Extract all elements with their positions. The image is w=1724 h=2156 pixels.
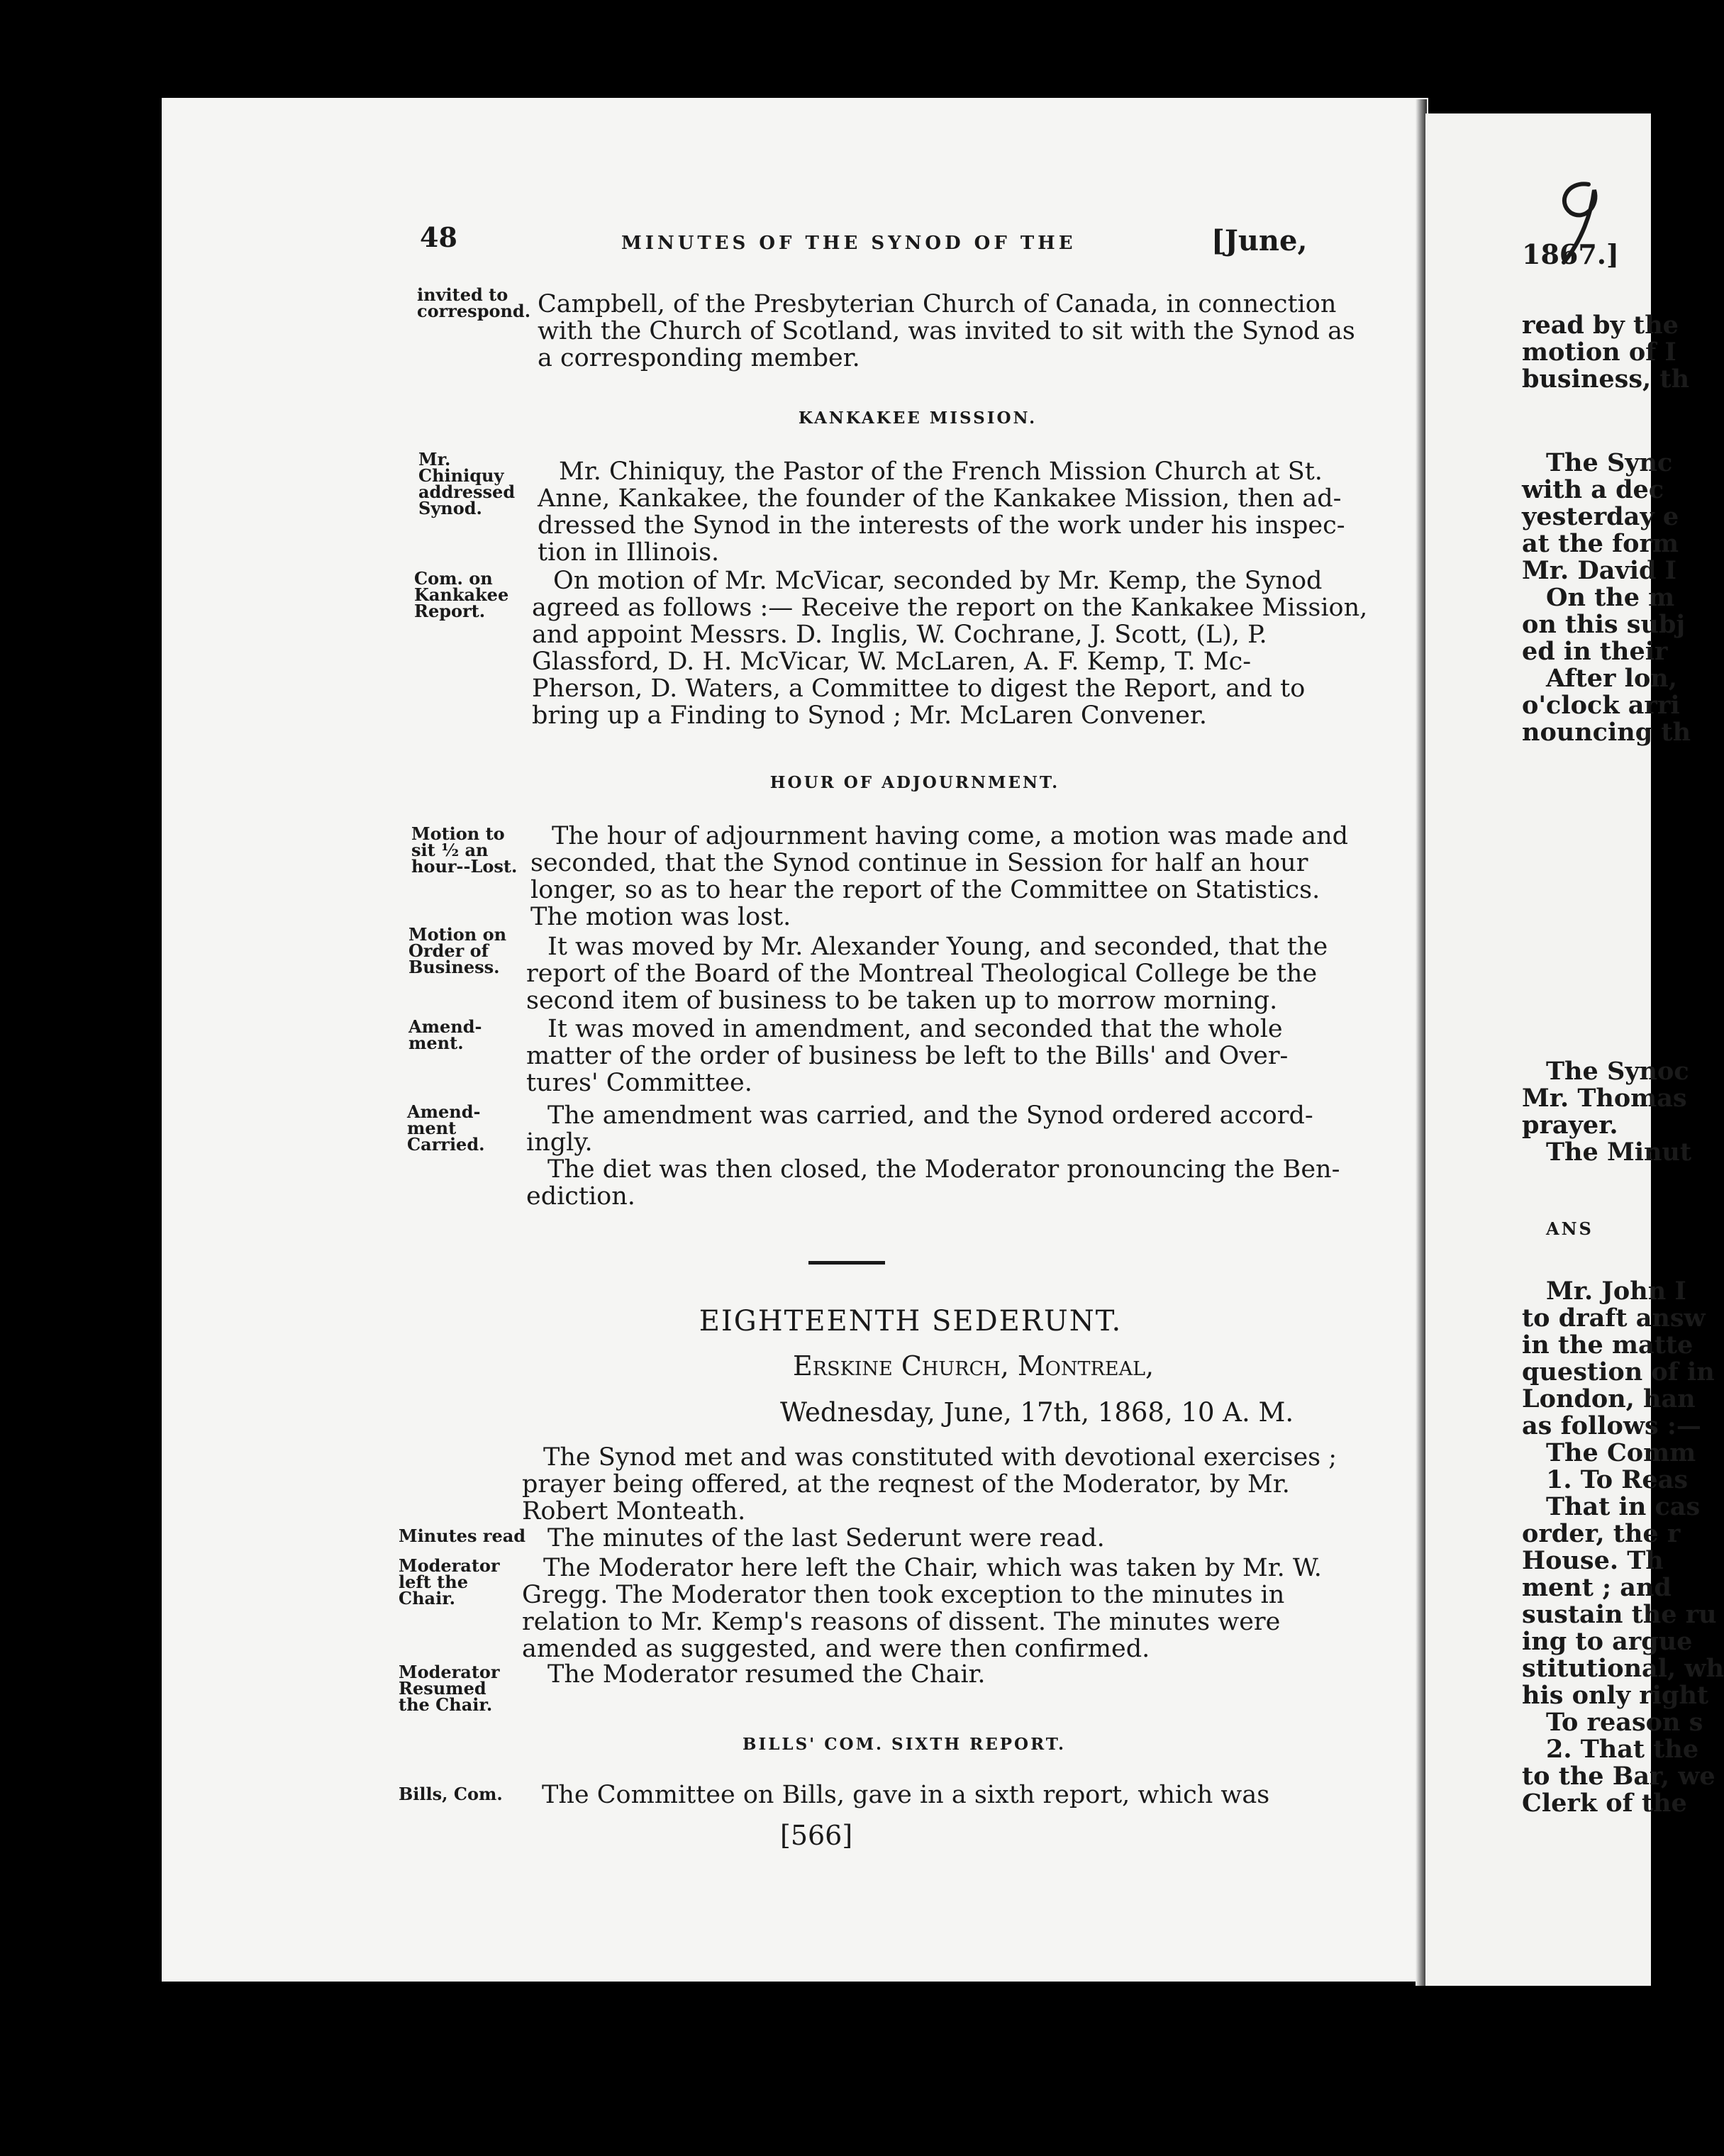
church-line: Erskine Church, Montreal,: [793, 1350, 1155, 1382]
right-page-text-line: After lon,: [1546, 664, 1677, 693]
header-date: [June,: [1211, 224, 1308, 257]
text-line: prayer being offered, at the reqnest of the Moderator, by Mr.: [522, 1470, 1290, 1499]
paragraph-invited: [538, 290, 1355, 372]
right-page-text-line: London, han: [1522, 1384, 1696, 1413]
text-line: second item of business to be taken up to morrow morning.: [526, 987, 1278, 1015]
right-page-text-line: Mr. John I: [1546, 1277, 1686, 1306]
right-page-text-line: to draft answ: [1522, 1304, 1706, 1333]
handwritten-page-mark: [1539, 170, 1624, 272]
text-line: The diet was then closed, the Moderator pronouncing the Ben-: [547, 1155, 1340, 1184]
right-page-text-line: sustain the ru: [1522, 1600, 1717, 1629]
text-line: Pherson, D. Waters, a Committee to digest the Report, and to: [532, 674, 1306, 703]
text-line: relation to Mr. Kemp's reasons of dissent. The minutes were: [522, 1608, 1281, 1636]
margin-note-moderator-resumed: Moderator Resumed the Chair.: [399, 1662, 500, 1715]
section-heading-kankakee: KANKAKEE MISSION.: [798, 409, 1038, 428]
right-page-text-line: 2. That the: [1546, 1735, 1699, 1764]
paragraph-bills-com: The Committee on Bills, gave in a sixth report, which was: [542, 1781, 1270, 1809]
right-page-text-line: yesterday e: [1522, 502, 1679, 531]
paragraph-moderator-resumed: The Moderator resumed the Chair.: [547, 1660, 986, 1689]
right-page-text-line: nouncing th: [1522, 718, 1691, 747]
right-page-text-line: business, th: [1522, 365, 1690, 394]
text-line: The motion was lost.: [530, 903, 791, 931]
right-page-text-line: o'clock arri: [1522, 691, 1680, 720]
right-page-text-line: with a dec: [1522, 475, 1664, 504]
paragraph-amendment-carried: [526, 1101, 1340, 1211]
text-line: The Moderator here left the Chair, which was taken by Mr. W.: [543, 1554, 1322, 1582]
margin-note-motion-sit: Motion to sit ½ an hour--Lost.: [411, 823, 518, 877]
text-line: Gregg. The Moderator then took exception to the minutes in: [522, 1581, 1285, 1609]
paragraph-synod-met: [522, 1443, 1338, 1526]
text-line: amended as suggested, and were then confirmed.: [522, 1635, 1150, 1663]
text-line: It was moved in amendment, and seconded that the whole: [547, 1015, 1283, 1043]
section-divider-rule: [808, 1261, 885, 1265]
paragraph-moderator-left: [522, 1554, 1322, 1663]
paragraph-kankakee-report: [532, 567, 1368, 730]
right-page-text-line: read by the: [1522, 311, 1679, 340]
right-page-text-line: in the matte: [1522, 1330, 1694, 1360]
right-page-text-line: The Synoc: [1546, 1057, 1689, 1086]
text-line: a corresponding member.: [538, 344, 860, 372]
right-page-text-line: at the form: [1522, 529, 1679, 558]
text-line: The amendment was carried, and the Synod ordered accord-: [547, 1101, 1313, 1130]
page-number: 48: [420, 221, 457, 253]
running-title: MINUTES OF THE SYNOD OF THE: [621, 233, 1077, 254]
paragraph-motion-order: [526, 933, 1328, 1015]
text-line: The Synod met and was constituted with devotional exercises ;: [543, 1443, 1338, 1472]
right-page-text-line: The Minut: [1546, 1138, 1692, 1167]
section-heading-bills: BILLS' COM. SIXTH REPORT.: [743, 1735, 1066, 1754]
paragraph-minutes-read: The minutes of the last Sederunt were read.: [547, 1524, 1105, 1552]
footer-page-number: [566]: [780, 1820, 853, 1851]
section-heading-adjournment: HOUR OF ADJOURNMENT.: [769, 773, 1060, 792]
text-line: ingly.: [526, 1128, 593, 1157]
margin-note-chiniquy: Mr. Chiniquy addressed Synod.: [418, 449, 516, 518]
right-page-text-line: 1. To Reas: [1546, 1465, 1689, 1494]
right-page-text-line: That in cas: [1546, 1492, 1701, 1521]
right-page-text-line: The Sync: [1546, 448, 1673, 477]
right-page-text-line: to the Bar, we: [1522, 1762, 1715, 1791]
paragraph-motion-sit: [530, 822, 1349, 931]
right-page-text-line: ing to argue: [1522, 1627, 1693, 1656]
right-page-text-line: Mr. Thomas: [1522, 1084, 1687, 1113]
right-page-text-line: on this subj: [1522, 610, 1686, 639]
right-page-text-line: On the m: [1546, 583, 1675, 612]
right-page-text-line: The Comm: [1546, 1438, 1696, 1467]
right-page-text-line: order, the r: [1522, 1519, 1681, 1548]
right-page-text-line: ed in their: [1522, 637, 1668, 666]
right-page-text-line: To reason s: [1546, 1708, 1703, 1737]
right-page-text-line: prayer.: [1522, 1111, 1618, 1140]
right-page-header: 1867.]: [1522, 238, 1619, 270]
text-line: Anne, Kankakee, the founder of the Kankakee Mission, then ad-: [538, 484, 1342, 513]
right-page-text-line: House. Th: [1522, 1546, 1664, 1575]
text-line: matter of the order of business be left to the Bills' and Over-: [526, 1042, 1289, 1070]
right-page-text-line: ment ; and: [1522, 1573, 1672, 1602]
right-page-text-line: stitutional, wh: [1522, 1654, 1724, 1683]
text-line: It was moved by Mr. Alexander Young, and seconded, that the: [547, 933, 1328, 961]
right-page-text-line: as follows :—: [1522, 1411, 1701, 1440]
text-line: ediction.: [526, 1182, 635, 1211]
text-line: Robert Monteath.: [522, 1497, 746, 1526]
date-line: Wednesday, June, 17th, 1868, 10 A. M.: [780, 1397, 1294, 1428]
text-line: On motion of Mr. McVicar, seconded by Mr. Kemp, the Synod: [553, 567, 1323, 595]
text-line: The hour of adjournment having come, a motion was made and: [552, 822, 1349, 850]
right-page-text-line: Clerk of the: [1522, 1789, 1687, 1818]
right-page-text-block: [1522, 311, 1724, 1818]
text-line: Campbell, of the Presbyterian Church of Canada, in connection: [538, 290, 1337, 318]
margin-note-amendment-carried: Amend- ment Carried.: [407, 1101, 485, 1155]
text-line: Mr. Chiniquy, the Pastor of the French Mission Church at St.: [559, 457, 1323, 486]
margin-note-motion-order: Motion on Order of Business.: [408, 924, 507, 977]
text-line: with the Church of Scotland, was invited to sit with the Synod as: [538, 317, 1355, 345]
margin-note-bills-com: Bills, Com.: [399, 1784, 503, 1804]
right-page-text-line: ANS: [1546, 1218, 1594, 1239]
right-page-text-line: question of in: [1522, 1357, 1715, 1387]
right-page-text-line: Mr. David I: [1522, 556, 1677, 585]
margin-note-moderator-left: Moderator left the Chair.: [399, 1555, 500, 1608]
text-line: Glassford, D. H. McVicar, W. McLaren, A. F. Kemp, T. Mc-: [532, 648, 1252, 676]
paragraph-chiniquy: [538, 457, 1345, 567]
text-line: agreed as follows :— Receive the report on the Kankakee Mission,: [532, 594, 1368, 622]
margin-note-kankakee-report: Com. on Kankakee Report.: [414, 568, 509, 621]
margin-note-amendment: Amend- ment.: [408, 1016, 482, 1053]
text-line: tures' Committee.: [526, 1069, 752, 1097]
margin-note-invited: invited to correspond.: [417, 284, 531, 321]
text-line: and appoint Messrs. D. Inglis, W. Cochrane, J. Scott, (L), P.: [532, 621, 1267, 649]
text-line: report of the Board of the Montreal Theological College be the: [526, 960, 1318, 988]
text-line: longer, so as to hear the report of the Committee on Statistics.: [530, 876, 1320, 904]
text-line: bring up a Finding to Synod ; Mr. McLaren Convener.: [532, 701, 1208, 730]
text-line: dressed the Synod in the interests of the work under his inspec-: [538, 511, 1345, 540]
margin-note-minutes-read: Minutes read: [399, 1526, 526, 1546]
right-page-text-line: motion of I: [1522, 338, 1676, 367]
text-line: tion in Illinois.: [538, 538, 720, 567]
paragraph-amendment: [526, 1016, 1295, 1096]
text-line: seconded, that the Synod continue in Session for half an hour: [530, 849, 1308, 877]
sederunt-heading: EIGHTEENTH SEDERUNT.: [699, 1305, 1123, 1338]
right-page-text-line: his only right: [1522, 1681, 1709, 1710]
